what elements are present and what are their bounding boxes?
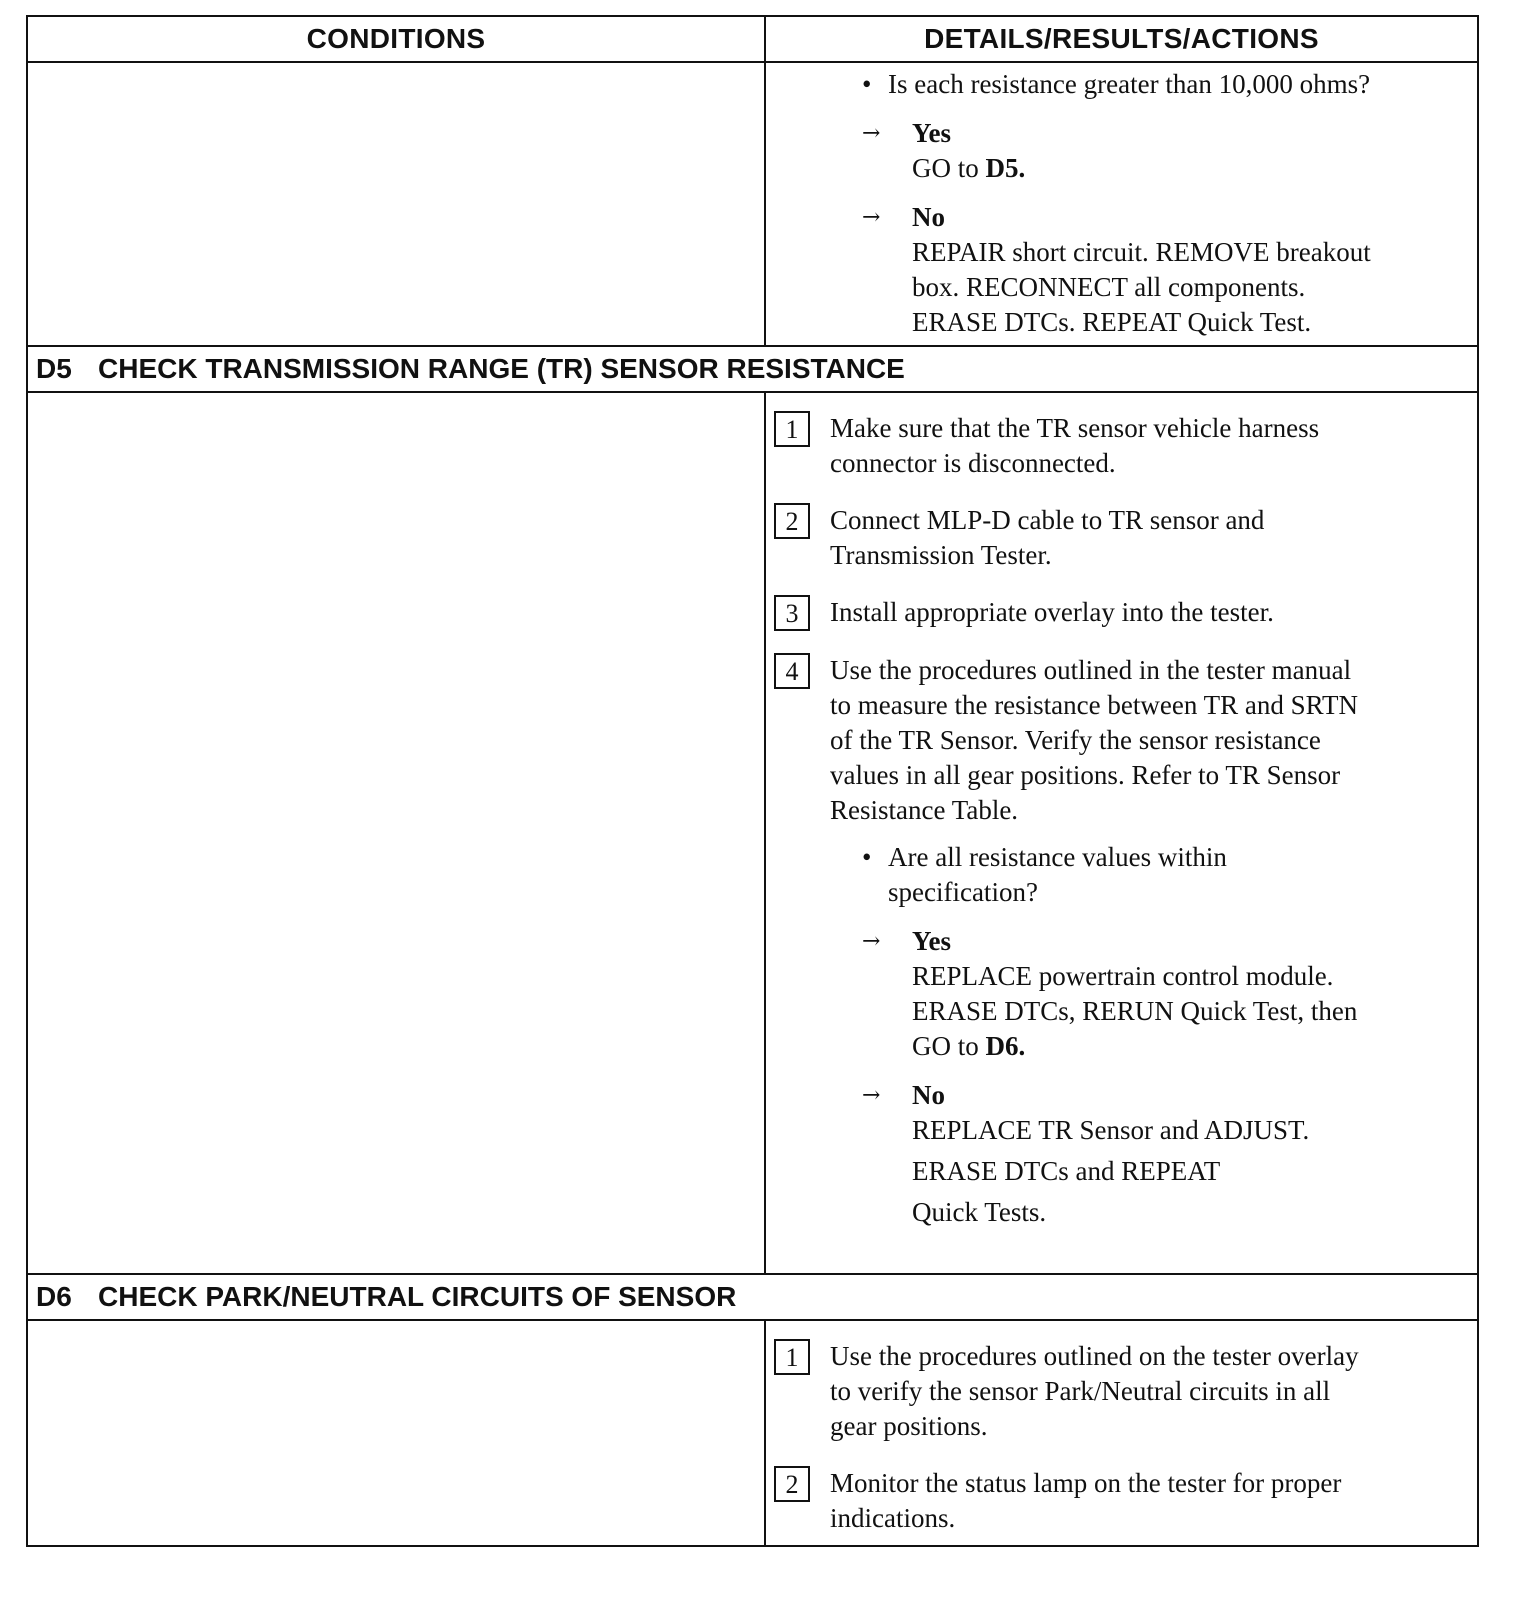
section-id: D5 bbox=[36, 353, 72, 384]
step-line: connector is disconnected. bbox=[830, 448, 1116, 478]
d6-row bbox=[28, 1321, 1477, 1545]
details-cell bbox=[766, 393, 1477, 1273]
no-branch bbox=[766, 1078, 1477, 1230]
step-line: Use the procedures outlined in the tester manual bbox=[830, 655, 1352, 685]
bullet-icon: • bbox=[862, 69, 872, 99]
step-line: Transmission Tester. bbox=[830, 540, 1052, 570]
yes-ref: D6. bbox=[985, 1031, 1026, 1061]
d5-row bbox=[28, 393, 1477, 1275]
yes-line bbox=[912, 1029, 1477, 1064]
arrow-right-icon: → bbox=[862, 205, 881, 230]
section-d6-heading bbox=[28, 1275, 1477, 1321]
yes-ref: D5. bbox=[985, 153, 1026, 183]
no-line: ERASE DTCs and REPEAT bbox=[912, 1156, 1221, 1186]
section-d5-heading bbox=[28, 347, 1477, 393]
bullet-icon: • bbox=[862, 842, 872, 872]
yes-branch bbox=[766, 924, 1477, 1064]
step-number: 1 bbox=[774, 411, 810, 447]
arrow-right-icon: → bbox=[862, 121, 881, 146]
details-cell bbox=[766, 63, 1477, 345]
yes-text: GO to bbox=[912, 153, 979, 183]
yes-label: Yes bbox=[912, 118, 951, 148]
step bbox=[766, 1466, 1477, 1536]
question bbox=[766, 840, 1477, 910]
no-line: REPLACE TR Sensor and ADJUST. bbox=[912, 1115, 1310, 1145]
step bbox=[766, 653, 1477, 828]
no-label: No bbox=[912, 202, 945, 232]
step-line: indications. bbox=[830, 1503, 956, 1533]
yes-line: REPLACE powertrain control module. bbox=[912, 961, 1334, 991]
no-line: REPAIR short circuit. REMOVE breakout bbox=[912, 237, 1371, 267]
step-number: 4 bbox=[774, 653, 810, 689]
step bbox=[766, 411, 1477, 481]
step-number: 1 bbox=[774, 1339, 810, 1375]
yes-branch bbox=[766, 116, 1477, 186]
conditions-cell bbox=[28, 63, 766, 345]
yes-line: ERASE DTCs, RERUN Quick Test, then bbox=[912, 996, 1358, 1026]
step-number: 3 bbox=[774, 595, 810, 631]
step-line: of the TR Sensor. Verify the sensor resistance bbox=[830, 725, 1321, 755]
yes-label: Yes bbox=[912, 926, 951, 956]
section-id: D6 bbox=[36, 1281, 72, 1312]
step-line: Make sure that the TR sensor vehicle harness bbox=[830, 413, 1320, 443]
arrow-right-icon: → bbox=[862, 1083, 881, 1108]
no-label: No bbox=[912, 1080, 945, 1110]
step-line: Monitor the status lamp on the tester for proper bbox=[830, 1468, 1342, 1498]
conditions-cell bbox=[28, 393, 766, 1273]
arrow-right-icon: → bbox=[862, 929, 881, 954]
diagnostic-table bbox=[26, 15, 1479, 1547]
step-line: values in all gear positions. Refer to TR Sensor bbox=[830, 760, 1341, 790]
step bbox=[766, 1339, 1477, 1444]
step-line: gear positions. bbox=[830, 1411, 988, 1441]
step-line: to verify the sensor Park/Neutral circuits in all bbox=[830, 1376, 1331, 1406]
question bbox=[766, 67, 1477, 102]
step-line: Connect MLP-D cable to TR sensor and bbox=[830, 505, 1265, 535]
step-line: Install appropriate overlay into the tester. bbox=[830, 597, 1274, 627]
no-line: Quick Tests. bbox=[912, 1197, 1047, 1227]
step-number: 2 bbox=[774, 503, 810, 539]
question-text: Is each resistance greater than 10,000 ohms? bbox=[888, 69, 1371, 99]
step-line: Use the procedures outlined on the tester overlay bbox=[830, 1341, 1359, 1371]
step-number: 2 bbox=[774, 1466, 810, 1502]
step-line: to measure the resistance between TR and SRTN bbox=[830, 690, 1358, 720]
no-line: box. RECONNECT all components. bbox=[912, 272, 1306, 302]
step-line: Resistance Table. bbox=[830, 795, 1019, 825]
question-line: Are all resistance values within bbox=[888, 842, 1227, 872]
details-header: DETAILS/RESULTS/ACTIONS bbox=[924, 23, 1319, 54]
conditions-cell bbox=[28, 1321, 766, 1545]
question-line: specification? bbox=[888, 877, 1038, 907]
no-branch bbox=[766, 200, 1477, 340]
top-result-row bbox=[28, 63, 1477, 347]
step bbox=[766, 503, 1477, 573]
yes-text: GO to bbox=[912, 1031, 979, 1061]
no-line: ERASE DTCs. REPEAT Quick Test. bbox=[912, 307, 1312, 337]
section-title: CHECK PARK/NEUTRAL CIRCUITS OF SENSOR bbox=[98, 1281, 737, 1312]
step bbox=[766, 595, 1477, 631]
details-cell bbox=[766, 1321, 1477, 1545]
table-header bbox=[28, 17, 1477, 63]
conditions-header: CONDITIONS bbox=[28, 17, 766, 61]
section-title: CHECK TRANSMISSION RANGE (TR) SENSOR RESISTANCE bbox=[98, 353, 905, 384]
